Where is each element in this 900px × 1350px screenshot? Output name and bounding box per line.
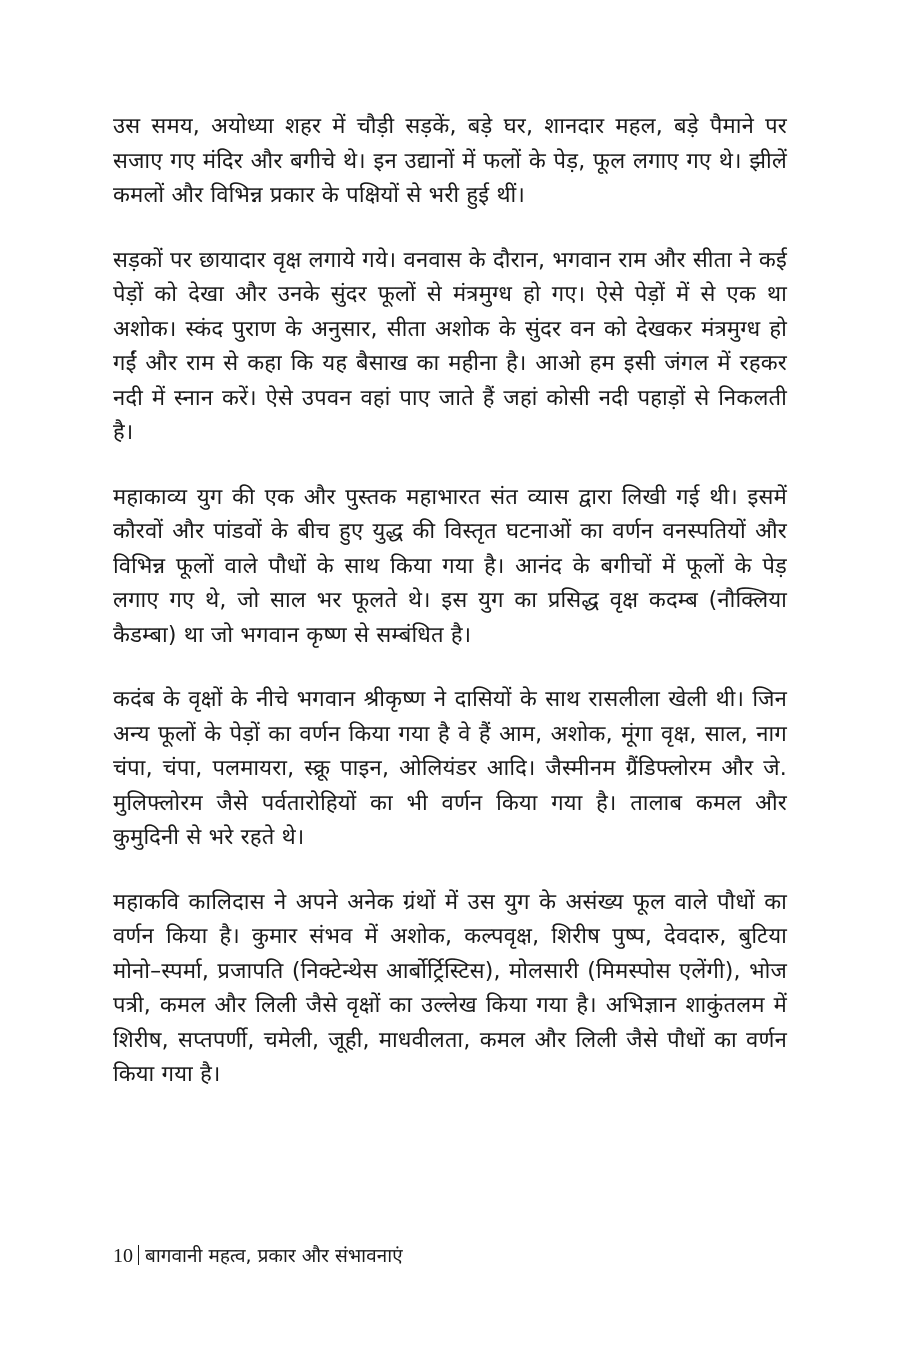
paragraph-ayodhya: उस समय, अयोध्या शहर में चौड़ी सड़कें, बड़े घर, शानदार महल, बड़े पैमाने पर सजाए गए मंदिर और बगीचे थे। इन उद्यानों में फलों के पेड़, फूल लगाए गए थे। झीलें कमलों और विभिन्न प्रकार के पक्षियों से भरी हुई थीं। (113, 114, 787, 208)
paragraph-ashoka: सड़कों पर छायादार वृक्ष लगाये गये। वनवास के दौरान, भगवान राम और सीता ने कई पेड़ों को देखा और उनके सुंदर फूलों से मंत्रमुग्ध हो गए। ऐसे पेड़ों में से एक था अशोक। स्कंद पुराण के अनुसार, सीता अशोक के सुंदर वन को देखकर मंत्रमुग्ध हो गईं और राम से कहा कि यह बैसाख का महीना है। आओ हम इसी जंगल में रहकर नदी में स्नान करें। ऐसे उपवन वहां पाए जाते हैं जहां कोसी नदी पहाड़ों से निकलती है। (113, 247, 787, 445)
footer-divider (138, 1245, 139, 1265)
paragraph-kalidasa: महाकवि कालिदास ने अपने अनेक ग्रंथों में उस युग के असंख्य फूल वाले पौधों का वर्णन किया है। कुमार संभव में अशोक, कल्पवृक्ष, शिरीष पुष्प, देवदारु, बुटिया मोनो–स्पर्मा, प्रजापति (निक्टेन्थेस आर्बोर्ट्रिस्टिस), मोलसारी (मिमस्पोस एलेंगी), भोज पत्री, कमल और लिली जैसे वृक्षों का उल्लेख किया गया है। अभिज्ञान शाकुंतलम में शिरीष, सप्तपर्णी, चमेली, जूही, माधवीलता, कमल और लिली जैसे पौधों का वर्णन किया गया है। (113, 889, 787, 1087)
page-body (113, 110, 787, 1123)
page-footer (113, 1241, 403, 1271)
paragraph-kadamba: कदंब के वृक्षों के नीचे भगवान श्रीकृष्ण ने दासियों के साथ रासलीला खेली थी। जिन अन्य फूलों के पेड़ों का वर्णन किया गया है वे हैं आम, अशोक, मूंगा वृक्ष, साल, नाग चंपा, चंपा, पलमायरा, स्क्रू पाइन, ओलियंडर आदि। जैस्मीनम ग्रैंडिफ्लोरम और जे. मुलिफ्लोरम जैसे पर्वतारोहियों का भी वर्णन किया गया है। तालाब कमल और कुमुदिनी से भरे रहते थे। (113, 687, 787, 850)
book-title: बागवानी महत्व, प्रकार और संभावनाएं (145, 1245, 403, 1267)
paragraph-mahabharata: महाकाव्य युग की एक और पुस्तक महाभारत संत व्यास द्वारा लिखी गई थी। इसमें कौरवों और पांडवों के बीच हुए युद्ध की विस्तृत घटनाओं का वर्णन वनस्पतियों और विभिन्न फूलों वाले पौधों के साथ किया गया है। आनंद के बगीचों में फूलों के पेड़ लगाए गए थे, जो साल भर फूलते थे। इस युग का प्रसिद्ध वृक्ष कदम्ब (नौक्लिया कैडम्बा) था जो भगवान कृष्ण से सम्बंधित है। (113, 484, 787, 648)
page-number: 10 (113, 1245, 133, 1267)
